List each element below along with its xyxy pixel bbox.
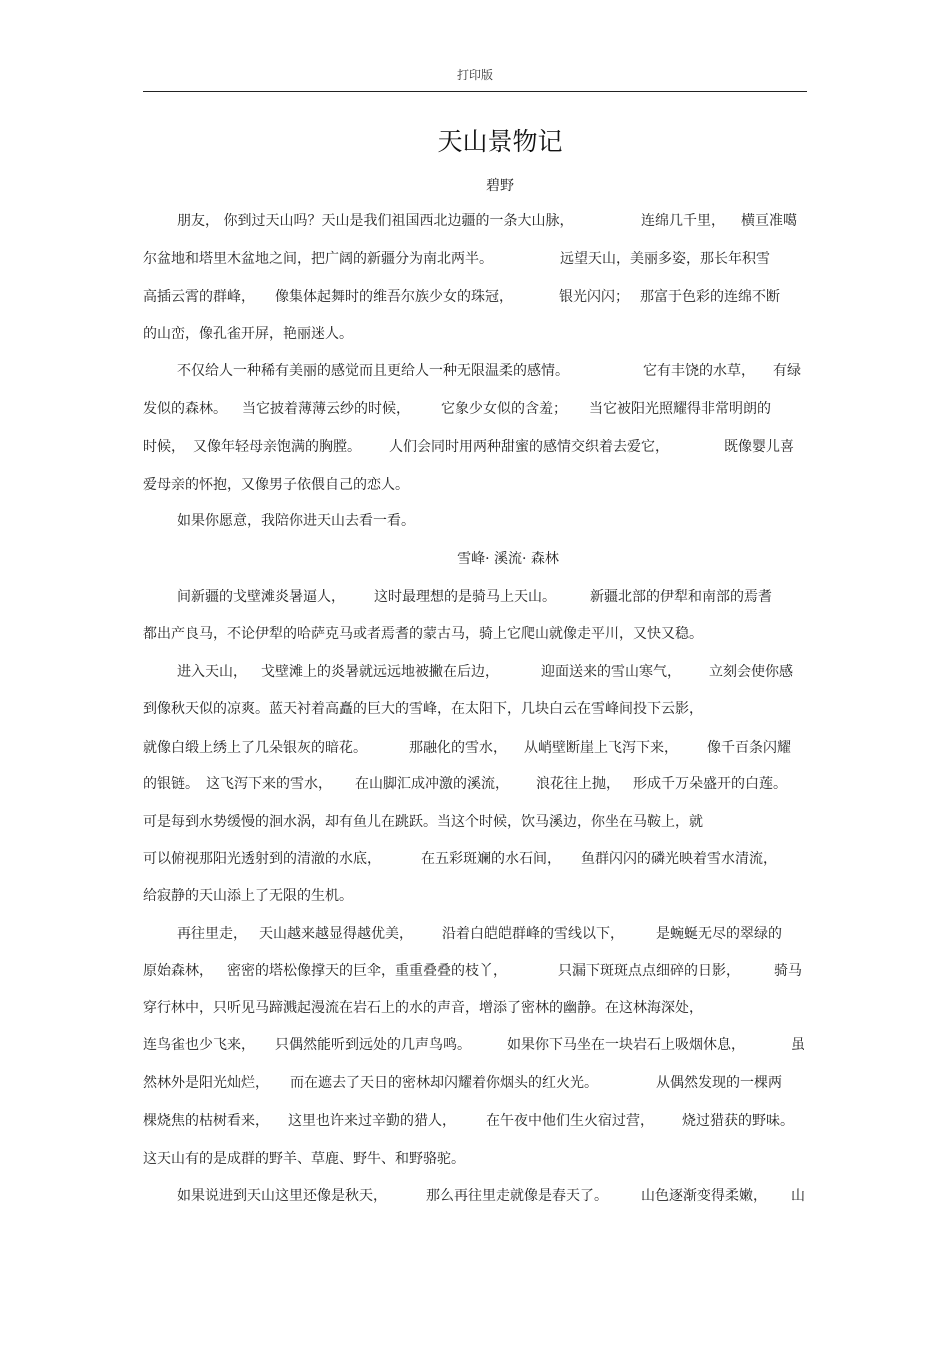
text-segment: 密密的塔松像撑天的巨伞，重重叠叠的枝丫， bbox=[227, 963, 507, 979]
text-segment: 那么再往里走就像是春天了。 bbox=[426, 1188, 608, 1204]
body-line bbox=[0, 811, 950, 833]
body-line bbox=[0, 360, 950, 382]
header-divider bbox=[143, 91, 807, 92]
text-segment: 高插云霄的群峰， bbox=[143, 289, 255, 305]
text-segment: 虽 bbox=[791, 1037, 805, 1053]
text-segment: 在山脚汇成冲激的溪流， bbox=[355, 776, 509, 792]
text-segment: 不仅给人一种稀有美丽的感觉而且更给人一种无限温柔的感情。 bbox=[177, 363, 569, 379]
text-segment: 只漏下斑斑点点细碎的日影， bbox=[558, 963, 740, 979]
text-segment: 像集体起舞时的维吾尔族少女的珠冠， bbox=[275, 289, 513, 305]
body-line bbox=[0, 1072, 950, 1094]
text-segment: 发似的森林。 bbox=[143, 401, 227, 417]
text-segment: 到像秋天似的凉爽。蓝天衬着高矗的巨大的雪峰，在太阳下，几块白云在雪峰间投下云影， bbox=[143, 701, 703, 717]
text-segment: 鱼群闪闪的磷光映着雪水清流， bbox=[581, 851, 777, 867]
text-segment: 这时最理想的是骑马上天山。 bbox=[374, 589, 556, 605]
section-heading: 雪峰· 溪流· 森林 bbox=[457, 551, 559, 567]
text-segment: 当它披着薄薄云纱的时候， bbox=[242, 401, 410, 417]
text-segment: 进入天山， bbox=[177, 664, 247, 680]
text-segment: 时候， bbox=[143, 439, 185, 455]
body-line bbox=[0, 510, 950, 532]
text-segment: 可是每到水势缓慢的洄水涡，却有鱼儿在跳跃。当这个时候，饮马溪边，你坐在马鞍上，就 bbox=[143, 814, 703, 830]
text-segment: 如果你愿意，我陪你进天山去看一看。 bbox=[177, 513, 415, 529]
text-segment: 爱母亲的怀抱，又像男子依偎自己的恋人。 bbox=[143, 477, 409, 493]
text-segment: 这天山有的是成群的野羊、草鹿、野牛、和野骆驼。 bbox=[143, 1151, 465, 1167]
body-line bbox=[0, 1185, 950, 1207]
text-segment: 都出产良马，不论伊犁的哈萨克马或者焉耆的蒙古马，骑上它爬山就像走平川，又快又稳。 bbox=[143, 626, 703, 642]
text-segment: 人们会同时用两种甜蜜的感情交织着去爱它， bbox=[389, 439, 669, 455]
text-segment: 如果说进到天山这里还像是秋天， bbox=[177, 1188, 387, 1204]
text-segment: 又像年轻母亲饱满的胸膛。 bbox=[193, 439, 361, 455]
text-segment: 再往里走， bbox=[177, 926, 247, 942]
body-line bbox=[0, 960, 950, 982]
body-line bbox=[0, 1148, 950, 1170]
text-segment: 银光闪闪； bbox=[559, 289, 629, 305]
text-segment: 这里也许来过辛勤的猎人， bbox=[288, 1113, 456, 1129]
text-segment: 当它被阳光照耀得非常明朗的 bbox=[589, 401, 771, 417]
text-segment: 横亘准噶 bbox=[741, 213, 797, 229]
text-segment: 有绿 bbox=[773, 363, 801, 379]
body-line bbox=[0, 323, 950, 345]
body-line bbox=[0, 210, 950, 232]
text-segment: 山色逐渐变得柔嫩， bbox=[641, 1188, 767, 1204]
text-segment: 既像婴儿喜 bbox=[724, 439, 794, 455]
body-line bbox=[0, 623, 950, 645]
text-segment: 如果你下马坐在一块岩石上吸烟休息， bbox=[507, 1037, 745, 1053]
text-segment: 浪花往上抛， bbox=[536, 776, 620, 792]
body-line bbox=[0, 248, 950, 270]
text-segment: 像千百条闪耀 bbox=[707, 740, 791, 756]
text-segment: 在五彩斑斓的水石间， bbox=[421, 851, 561, 867]
text-segment: 给寂静的天山添上了无限的生机。 bbox=[143, 888, 353, 904]
text-segment: 烧过猎获的野味。 bbox=[682, 1113, 794, 1129]
body-line bbox=[0, 398, 950, 420]
text-segment: 沿着白皑皑群峰的雪线以下， bbox=[442, 926, 624, 942]
text-segment: 那富于色彩的连绵不断 bbox=[640, 289, 780, 305]
body-line bbox=[0, 436, 950, 458]
body-line bbox=[0, 923, 950, 945]
text-segment: 天山越来越显得越优美， bbox=[259, 926, 413, 942]
body-line bbox=[0, 885, 950, 907]
text-segment: 连鸟雀也少飞来， bbox=[143, 1037, 255, 1053]
body-line bbox=[0, 773, 950, 795]
text-segment: 形成千万朵盛开的白莲。 bbox=[633, 776, 787, 792]
text-segment: 迎面送来的雪山寒气， bbox=[541, 664, 681, 680]
article-title: 天山景物记 bbox=[437, 127, 563, 156]
body-line bbox=[0, 737, 950, 759]
text-segment: 间新疆的戈壁滩炎暑逼人， bbox=[177, 589, 345, 605]
text-segment: 它象少女似的含羞； bbox=[441, 401, 567, 417]
text-segment: 棵烧焦的枯树看来， bbox=[143, 1113, 269, 1129]
body-line bbox=[0, 698, 950, 720]
text-segment: 穿行林中，只听见马蹄溅起漫流在岩石上的水的声音，增添了密林的幽静。在这林海深处， bbox=[143, 1000, 703, 1016]
text-segment: 从偶然发现的一棵两 bbox=[656, 1075, 782, 1091]
text-segment: 骑马 bbox=[774, 963, 802, 979]
text-segment: 新疆北部的伊犁和南部的焉耆 bbox=[590, 589, 772, 605]
print-version-header: 打印版 bbox=[456, 68, 493, 82]
article-author: 碧野 bbox=[486, 178, 514, 194]
body-line bbox=[0, 997, 950, 1019]
body-line bbox=[0, 474, 950, 496]
text-segment: 可以俯视那阳光透射到的清澈的水底， bbox=[143, 851, 381, 867]
body-line bbox=[0, 1034, 950, 1056]
body-line bbox=[0, 286, 950, 308]
text-segment: 这飞泻下来的雪水， bbox=[206, 776, 332, 792]
text-segment: 就像白缎上绣上了几朵银灰的暗花。 bbox=[143, 740, 367, 756]
text-segment: 从峭壁断崖上飞泻下来， bbox=[524, 740, 678, 756]
text-segment: 在午夜中他们生火宿过营， bbox=[486, 1113, 654, 1129]
body-line bbox=[0, 661, 950, 683]
text-segment: 朋友， 你到过天山吗？天山是我们祖国西北边疆的一条大山脉， bbox=[177, 213, 574, 229]
text-segment: 尔盆地和塔里木盆地之间，把广阔的新疆分为南北两半。 bbox=[143, 251, 493, 267]
text-segment: 然林外是阳光灿烂， bbox=[143, 1075, 269, 1091]
text-segment: 立刻会使你感 bbox=[709, 664, 793, 680]
text-segment: 戈壁滩上的炎暑就远远地被撇在后边， bbox=[261, 664, 499, 680]
text-segment: 它有丰饶的水草， bbox=[643, 363, 755, 379]
text-segment: 原始森林， bbox=[143, 963, 213, 979]
text-segment: 只偶然能听到远处的几声鸟鸣。 bbox=[275, 1037, 471, 1053]
text-segment: 那融化的雪水， bbox=[409, 740, 507, 756]
body-line bbox=[0, 586, 950, 608]
text-segment: 山 bbox=[791, 1188, 805, 1204]
text-segment: 远望天山，美丽多姿，那长年积雪 bbox=[560, 251, 770, 267]
body-line bbox=[0, 848, 950, 870]
text-segment: 的山峦，像孔雀开屏，艳丽迷人。 bbox=[143, 326, 353, 342]
text-segment: 而在遮去了天日的密林却闪耀着你烟头的红火光。 bbox=[290, 1075, 598, 1091]
text-segment: 是蜿蜒无尽的翠绿的 bbox=[656, 926, 782, 942]
text-segment: 连绵几千里， bbox=[641, 213, 725, 229]
body-line bbox=[0, 1110, 950, 1132]
text-segment: 的银链。 bbox=[143, 776, 199, 792]
